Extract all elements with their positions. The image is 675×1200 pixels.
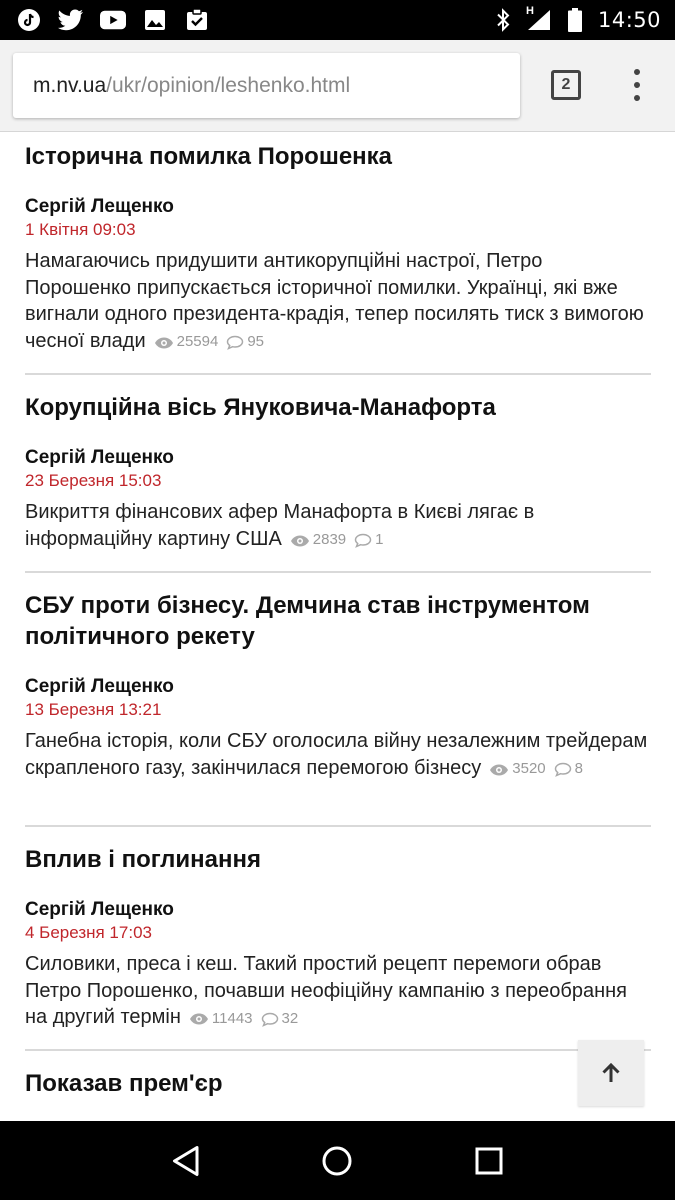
- comment-icon: [226, 335, 244, 350]
- article-divider: [25, 571, 651, 573]
- url-host: m.nv.ua: [33, 73, 107, 97]
- article-date: 1 Квітня 09:03: [25, 220, 136, 239]
- article-summary-text: Ганебна історія, коли СБУ оголосила війну незалежним трейдерам скрапленого газу, закінчилася перемогою бізнесу: [25, 730, 648, 779]
- browser-toolbar: [0, 40, 675, 132]
- clipboard-check-icon: [184, 8, 210, 32]
- article-meta: [189, 1010, 298, 1027]
- eye-icon: [189, 1012, 209, 1026]
- system-navigation-bar: [0, 1121, 675, 1200]
- network-type-label: H: [525, 5, 534, 17]
- article-title[interactable]: Корупційна вісь Януковича-Манафорта: [25, 394, 496, 421]
- home-icon[interactable]: [317, 1141, 357, 1181]
- clock: 14:50: [597, 8, 661, 32]
- eye-icon: [489, 763, 509, 777]
- comment-icon: [354, 533, 372, 548]
- url-path: /ukr/opinion/leshenko.html: [106, 73, 351, 97]
- article-card[interactable]: [25, 141, 651, 356]
- tab-switcher-button[interactable]: [551, 70, 581, 100]
- battery-icon: [562, 8, 588, 32]
- comments-count: 32: [261, 1006, 299, 1033]
- article-divider: [25, 1049, 651, 1051]
- article-title[interactable]: Вплив і поглинання: [25, 846, 261, 873]
- comments-count: 1: [354, 527, 383, 554]
- article-author[interactable]: Сергій Лещенко: [25, 196, 174, 217]
- gallery-icon: [142, 8, 168, 32]
- article-author[interactable]: Сергій Лещенко: [25, 899, 174, 920]
- article-summary[interactable]: [25, 499, 651, 554]
- comments-count: 8: [554, 756, 583, 783]
- views-count: 2839: [290, 527, 346, 554]
- address-bar[interactable]: [13, 53, 520, 118]
- eye-icon: [290, 534, 310, 548]
- scroll-to-top-button[interactable]: [578, 1040, 644, 1106]
- article-meta: [489, 761, 583, 778]
- article-summary[interactable]: [25, 248, 651, 356]
- article-summary-text: Викриття фінансових афер Манафорта в Києві лягає в інформаційну картину США: [25, 501, 535, 550]
- article-summary[interactable]: [25, 728, 651, 783]
- youtube-icon: [100, 8, 126, 32]
- article-divider: [25, 373, 651, 375]
- arrow-up-icon: [600, 1062, 622, 1084]
- article-meta: [290, 532, 384, 549]
- article-divider: [25, 825, 651, 827]
- article-summary-text: Намагаючись придушити антикорупційні настрої, Петро Порошенко припускається історичної помилки. Українці, які вже вигнали одного президента-крадія, тепер посилять тиск з вимогою чесної влади: [25, 250, 644, 352]
- tab-count: 2: [561, 76, 571, 93]
- article-card[interactable]: [25, 1068, 651, 1099]
- recents-icon[interactable]: [469, 1141, 509, 1181]
- notification-icons: [16, 8, 210, 32]
- article-title[interactable]: Історична помилка Порошенка: [25, 143, 393, 170]
- views-count: 3520: [489, 756, 545, 783]
- status-bar: [0, 0, 675, 40]
- back-icon[interactable]: [166, 1141, 206, 1181]
- article-date: 4 Березня 17:03: [25, 923, 152, 942]
- article-card[interactable]: [25, 590, 651, 783]
- article-summary-text: Силовики, преса і кеш. Такий простий рецепт перемоги обрав Петро Порошенко, почавши неофіційну кампанію з переобрання на другий термін: [25, 953, 628, 1028]
- article-meta: [154, 334, 264, 351]
- views-count: 11443: [189, 1006, 253, 1033]
- tiktok-icon: [16, 8, 42, 32]
- overflow-menu-icon[interactable]: [624, 66, 650, 104]
- article-date: 13 Березня 13:21: [25, 700, 162, 719]
- comments-count: 95: [226, 329, 264, 356]
- signal-icon: [525, 5, 552, 32]
- page-content: [0, 133, 675, 1121]
- article-card[interactable]: [25, 392, 651, 554]
- article-author[interactable]: Сергій Лещенко: [25, 676, 174, 697]
- twitter-icon: [58, 8, 84, 32]
- comment-icon: [554, 762, 572, 777]
- article-card[interactable]: [25, 844, 651, 1033]
- article-title[interactable]: СБУ проти бізнесу. Демчина став інструментом політичного рекету: [25, 592, 590, 650]
- article-date: 23 Березня 15:03: [25, 471, 162, 490]
- article-author[interactable]: Сергій Лещенко: [25, 447, 174, 468]
- eye-icon: [154, 336, 174, 350]
- article-summary[interactable]: [25, 951, 651, 1033]
- comment-icon: [261, 1012, 279, 1027]
- system-icons: [490, 5, 661, 32]
- bluetooth-icon: [490, 8, 516, 32]
- views-count: 25594: [154, 329, 219, 356]
- article-title[interactable]: Показав прем'єр: [25, 1070, 223, 1097]
